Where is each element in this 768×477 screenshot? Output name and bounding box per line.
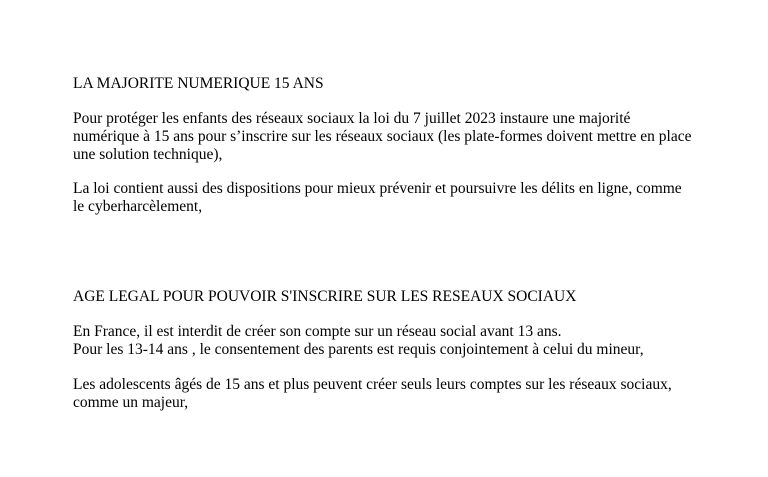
section2-paragraph2-line2: comme un majeur, [73,394,189,411]
section2-paragraph2-line1: Les adolescents âgés de 15 ans et plus peuvent créer seuls leurs comptes sur les réseaux sociaux, [73,376,672,393]
section1-paragraph1-line3: une solution technique), [73,146,223,163]
section2-paragraph1-line1: En France, il est interdit de créer son compte sur un réseau social avant 13 ans. [73,323,562,340]
section1-paragraph2-line2: le cyberharcèlement, [73,198,203,215]
section2-paragraph1-line2: Pour les 13-14 ans , le consentement des parents est requis conjointement à celui du mineur, [73,341,644,358]
section2-heading: AGE LEGAL POUR POUVOIR S'INSCRIRE SUR LES RESEAUX SOCIAUX [73,288,577,305]
section1-paragraph2-line1: La loi contient aussi des dispositions pour mieux prévenir et poursuivre les délits en ligne, comme [73,180,682,197]
section1-paragraph1-line2: numérique à 15 ans pour s’inscrire sur les réseaux sociaux (les plate-formes doivent mettre en place [73,128,692,145]
section1-paragraph1-line1: Pour protéger les enfants des réseaux sociaux la loi du 7 juillet 2023 instaure une majorité [73,110,631,127]
section1-heading: LA MAJORITE NUMERIQUE 15 ANS [73,75,324,92]
